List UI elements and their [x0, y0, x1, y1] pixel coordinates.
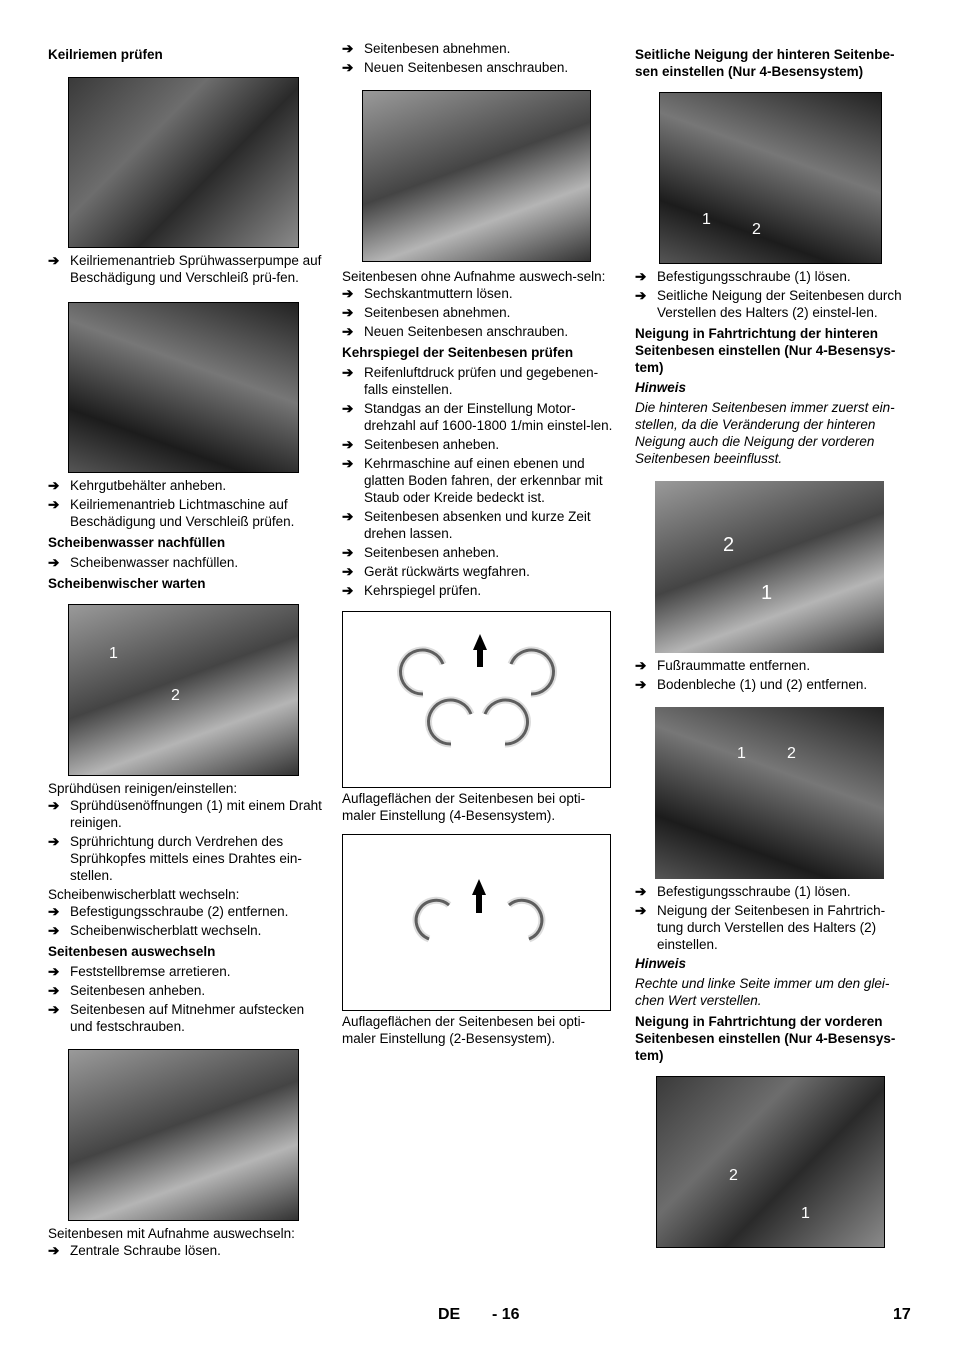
- step: ➔ Feststellbremse arretieren.: [48, 964, 231, 979]
- callout-label: 2: [723, 534, 735, 556]
- arrow-right-icon: ➔: [48, 983, 60, 998]
- brush-contact-arc-shade: [511, 650, 553, 694]
- heading-neigung-hinten: Neigung in Fahrtrichtung der hinteren Seitenbesen einstellen (Nur 4-Besensys-tem): [635, 326, 896, 375]
- photo-keilriemen-pumpe: [68, 77, 299, 248]
- arrow-right-icon: ➔: [342, 509, 354, 524]
- step: ➔ Standgas an der Einstellung Motor-drehzahl auf 1600-1800 1/min einstel-len.: [342, 401, 613, 433]
- step: ➔ Gerät rückwärts wegfahren.: [342, 564, 530, 579]
- figure-caption: Auflageflächen der Seitenbesen bei opti-maler Einstellung (4-Besensystem).: [342, 791, 586, 823]
- arrow-right-icon: ➔: [635, 884, 647, 899]
- arrow-right-icon: ➔: [342, 583, 354, 598]
- brush-contact-arc-shade: [401, 650, 443, 694]
- photo-seitenbesen: [68, 1049, 299, 1221]
- arrow-right-icon: ➔: [635, 677, 647, 692]
- brush-contact-arc-shade: [485, 700, 527, 744]
- callout-label: 1: [702, 211, 711, 228]
- step: ➔ Seitenbesen abnehmen.: [342, 305, 511, 320]
- arrow-right-icon: ➔: [635, 903, 647, 918]
- photo-lichtmaschine: [68, 302, 299, 473]
- arrow-right-icon: ➔: [342, 305, 354, 320]
- arrow-right-icon: ➔: [48, 555, 60, 570]
- step: ➔ Befestigungsschraube (1) lösen.: [635, 269, 851, 284]
- brush-contact-4-diagram: [343, 612, 610, 787]
- step: ➔ Kehrspiegel prüfen.: [342, 583, 482, 598]
- arrow-right-icon: ➔: [342, 545, 354, 560]
- callout-label: 1: [801, 1205, 810, 1222]
- arrow-right-icon: ➔: [48, 904, 60, 919]
- arrow-right-icon: ➔: [342, 437, 354, 452]
- step: ➔ Seitliche Neigung der Seitenbesen durch Verstellen des Halters (2) einstel-len.: [635, 288, 902, 320]
- step: ➔ Neuen Seitenbesen anschrauben.: [342, 60, 569, 75]
- step: ➔ Bodenbleche (1) und (2) entfernen.: [635, 677, 868, 692]
- step: ➔ Reifenluftdruck prüfen und gegebenen-falls einstellen.: [342, 365, 599, 397]
- callout-label: 2: [729, 1167, 738, 1184]
- arrow-right-icon: ➔: [342, 401, 354, 416]
- forward-arrow-icon: [473, 634, 487, 667]
- step: ➔ Seitenbesen anheben.: [48, 983, 206, 998]
- photo-seitenbesen-aufnahme: [362, 90, 591, 262]
- step: ➔ Seitenbesen anheben.: [342, 437, 500, 452]
- callout-label: 2: [787, 745, 796, 762]
- text: Seitenbesen mit Aufnahme auswechseln:: [48, 1226, 295, 1241]
- forward-arrow-icon: [472, 879, 486, 913]
- note-text: Rechte und linke Seite immer um den glei-chen Wert verstellen.: [635, 976, 890, 1008]
- photo-bodenbleche: [655, 481, 884, 653]
- step: ➔ Fußraummatte entfernen.: [635, 658, 811, 673]
- brush-contact-arc-shade: [429, 700, 471, 744]
- heading-scheibenwasser: Scheibenwasser nachfüllen: [48, 535, 226, 550]
- note-text: Die hinteren Seitenbesen immer zuerst ein-stellen, da die Veränderung der hinteren Neigung auch die Neigung der vorderen Seitenbesen beeinflusst.: [635, 400, 895, 466]
- figure-caption: Auflageflächen der Seitenbesen bei opti-maler Einstellung (2-Besensystem).: [342, 1014, 586, 1046]
- arrow-right-icon: ➔: [342, 456, 354, 471]
- arrow-right-icon: ➔: [48, 964, 60, 979]
- arrow-right-icon: ➔: [48, 253, 60, 268]
- step: ➔ Kehrgutbehälter anheben.: [48, 478, 227, 493]
- photo-seitliche-neigung: [659, 92, 882, 264]
- heading-keilriemen: Keilriemen prüfen: [48, 47, 163, 62]
- arrow-right-icon: ➔: [342, 60, 354, 75]
- arrow-right-icon: ➔: [48, 798, 60, 813]
- arrow-right-icon: ➔: [342, 365, 354, 380]
- brush-contact-arc-shade: [416, 900, 449, 939]
- footer-page-number: 17: [893, 1306, 911, 1323]
- note-heading: Hinweis: [635, 956, 687, 971]
- step: ➔ Kehrmaschine auf einen ebenen und glatten Boden fahren, der erkennbar mit Staub oder Kreide bedeckt ist.: [342, 456, 603, 505]
- heading-kehrspiegel: Kehrspiegel der Seitenbesen prüfen: [342, 345, 574, 360]
- arrow-right-icon: ➔: [48, 497, 60, 512]
- footer-language: DE: [438, 1306, 461, 1323]
- text: Seitenbesen ohne Aufnahme auswech-seln:: [342, 269, 606, 284]
- step: ➔ Sechskantmuttern lösen.: [342, 286, 513, 301]
- photo-scheibenwischer: [68, 604, 299, 776]
- step: ➔ Keilriemenantrieb Sprühwasserpumpe auf Beschädigung und Verschleiß prü-fen.: [48, 253, 322, 285]
- heading-neigung-vorne: Neigung in Fahrtrichtung der vorderen Seitenbesen einstellen (Nur 4-Besensys-tem): [635, 1014, 896, 1063]
- step: ➔ Seitenbesen abnehmen.: [342, 41, 511, 56]
- diagram-2-besensystem: [342, 834, 611, 1011]
- callout-label: 1: [761, 582, 773, 604]
- step: ➔ Seitenbesen anheben.: [342, 545, 500, 560]
- step: ➔ Befestigungsschraube (1) lösen.: [635, 884, 851, 899]
- step: ➔ Scheibenwischerblatt wechseln.: [48, 923, 262, 938]
- column-1: [48, 40, 323, 1261]
- arrow-right-icon: ➔: [48, 1243, 60, 1258]
- arrow-right-icon: ➔: [48, 478, 60, 493]
- step: ➔ Befestigungsschraube (2) entfernen.: [48, 904, 289, 919]
- column-3: [635, 40, 910, 1248]
- step: ➔ Sprührichtung durch Verdrehen des Sprühkopfes mittels eines Drahtes ein-stellen.: [48, 834, 302, 883]
- step: ➔ Neigung der Seitenbesen in Fahrtrich-tung durch Verstellen des Halters (2) einstellen.: [635, 903, 886, 952]
- arrow-right-icon: ➔: [48, 923, 60, 938]
- heading-seitenbesen-auswechseln: Seitenbesen auswechseln: [48, 944, 216, 959]
- diagram-4-besensystem: [342, 611, 611, 788]
- arrow-right-icon: ➔: [48, 834, 60, 849]
- note-heading: Hinweis: [635, 380, 687, 395]
- arrow-right-icon: ➔: [635, 288, 647, 303]
- arrow-right-icon: ➔: [342, 324, 354, 339]
- step: ➔ Seitenbesen auf Mitnehmer aufstecken und festschrauben.: [48, 1002, 305, 1034]
- photo-halter-hinten: [655, 707, 884, 879]
- arrow-right-icon: ➔: [635, 269, 647, 284]
- arrow-right-icon: ➔: [48, 1002, 60, 1017]
- callout-label: 2: [752, 221, 761, 238]
- step: ➔ Keilriemenantrieb Lichtmaschine auf Beschädigung und Verschleiß prüfen.: [48, 497, 295, 529]
- arrow-right-icon: ➔: [342, 564, 354, 579]
- arrow-right-icon: ➔: [635, 658, 647, 673]
- brush-contact-2-diagram: [343, 835, 610, 1010]
- callout-label: 2: [171, 687, 180, 704]
- step: ➔ Sprühdüsenöffnungen (1) mit einem Draht reinigen.: [48, 798, 322, 830]
- step: ➔ Zentrale Schraube lösen.: [48, 1243, 221, 1258]
- footer-inner-page: - 16: [492, 1306, 520, 1323]
- step: ➔ Neuen Seitenbesen anschrauben.: [342, 324, 569, 339]
- heading-scheibenwischer: Scheibenwischer warten: [48, 576, 206, 591]
- text: Scheibenwischerblatt wechseln:: [48, 887, 240, 902]
- callout-label: 1: [109, 645, 118, 662]
- photo-halter-vorne: [656, 1076, 885, 1248]
- arrow-right-icon: ➔: [342, 41, 354, 56]
- step: ➔ Scheibenwasser nachfüllen.: [48, 555, 239, 570]
- step: ➔ Seitenbesen absenken und kurze Zeit drehen lassen.: [342, 509, 591, 541]
- column-2: [342, 40, 617, 1047]
- arrow-right-icon: ➔: [342, 286, 354, 301]
- text: Sprühdüsen reinigen/einstellen:: [48, 781, 238, 796]
- heading-seitliche-neigung: Seitliche Neigung der hinteren Seitenbe-sen einstellen (Nur 4-Besensystem): [635, 47, 895, 79]
- callout-label: 1: [737, 745, 746, 762]
- brush-contact-arc-shade: [509, 900, 542, 939]
